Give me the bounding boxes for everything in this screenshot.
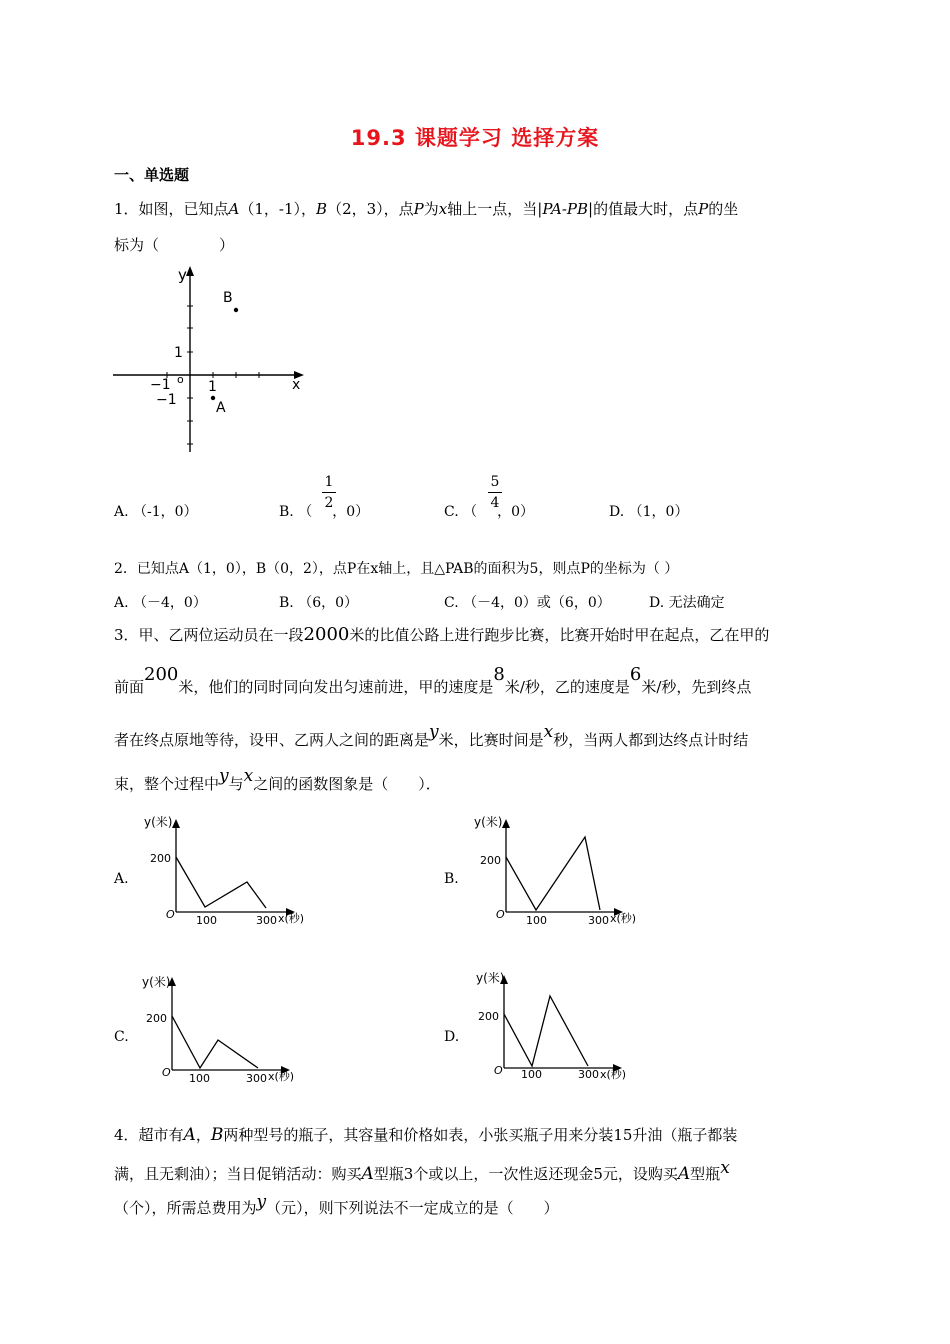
svg-text:200: 200 [150,852,171,865]
q1-line1: 1．如图，已知点A（1，-1），B（2，3），点P为x轴上一点，当|PA-PB|的值最大时，点P的坐 [114,200,739,218]
q1-line2: 标为（ ） [114,236,235,254]
fig-one-x: 1 [208,379,217,395]
q3-graph-a [140,812,320,930]
q3-line3: 者在终点原地等待，设甲、乙两人之间的距离是y米，比赛时间是x秒，当两人都到达终点计时结 [114,722,749,749]
fig-b-label: B [223,290,233,306]
svg-text:x(秒): x(秒) [600,1068,627,1081]
q3-option-a-label[interactable]: A. [114,871,129,887]
svg-text:x(秒): x(秒) [610,912,637,925]
q3-graph-c [140,970,320,1088]
fig-y-label: y [178,266,187,284]
point-a [211,396,215,400]
q1-option-a[interactable]: A. （-1，0） [114,504,198,520]
q2-text: 2．已知点A（1，0），B（0，2），点P在x轴上，且△PAB的面积为5，则点P的坐标为（ ） [114,561,679,577]
q2-option-b[interactable]: B. （6，0） [279,595,359,611]
svg-text:y(米): y(米) [474,815,503,829]
svg-text:300: 300 [578,1068,599,1081]
q3-graph-d [472,968,652,1086]
svg-text:x(秒): x(秒) [278,912,305,925]
q1-option-c[interactable]: C. （ ，0） [444,504,535,520]
svg-text:y(米): y(米) [476,971,505,985]
svg-text:O: O [162,1066,171,1079]
svg-text:300: 300 [588,914,609,927]
svg-text:O: O [496,908,505,921]
fig-neg1-y: −1 [156,392,177,408]
q1-option-c-fraction: 5 4 [488,474,502,511]
q2-option-a[interactable]: A. （－4，0） [114,595,207,611]
section-heading: 一、单选题 [114,166,190,184]
q3-graph-b [470,812,650,930]
svg-text:O: O [494,1064,503,1077]
svg-text:300: 300 [246,1072,267,1085]
q2-option-c[interactable]: C. （－4，0）或（6，0） [444,595,611,611]
svg-text:100: 100 [521,1068,542,1081]
q3-line1: 3．甲、乙两位运动员在一段2000米的比值公路上进行跑步比赛，比赛开始时甲在起点，乙在甲的 [114,624,770,645]
q3-option-d-label[interactable]: D. [444,1029,460,1045]
fig-a-label: A [216,400,226,416]
svg-text:100: 100 [526,914,547,927]
q2-option-d[interactable]: D. 无法确定 [649,595,725,611]
fig-neg1-o: −1 [150,377,171,393]
point-b [234,308,238,312]
fig-origin: o [177,373,184,386]
svg-text:100: 100 [189,1072,210,1085]
q3-line4: 束，整个过程中y与x之间的函数图象是（ ）． [114,766,441,793]
svg-text:x(秒): x(秒) [268,1070,295,1083]
q3-option-c-label[interactable]: C. [114,1029,129,1045]
svg-text:y(米): y(米) [142,975,171,989]
q1-option-d[interactable]: D. （1，0） [609,504,689,520]
svg-text:200: 200 [478,1010,499,1023]
q1-coordinate-figure [108,262,308,457]
fig-x-label: x [292,377,301,393]
svg-text:O: O [166,908,175,921]
q1-option-b[interactable]: B. （ ，0） [279,504,370,520]
fig-one-y: 1 [174,345,183,361]
svg-text:y(米): y(米) [144,815,173,829]
q4-line1: 4．超市有A，B两种型号的瓶子，其容量和价格如表，小张买瓶子用来分装15升油（瓶子都装 [114,1125,738,1145]
svg-text:300: 300 [256,914,277,927]
q4-line2: 满，且无剩油）；当日促销活动：购买A型瓶3个或以上，一次性返还现金5元，设购买A型瓶x [114,1158,730,1184]
svg-text:200: 200 [480,854,501,867]
q4-line3: （个），所需总费用为y（元），则下列说法不一定成立的是（ ） [114,1192,559,1217]
svg-text:100: 100 [196,914,217,927]
q3-line2: 前面200米，他们的同时同向发出匀速前进，甲的速度是8米/秒，乙的速度是6米/秒，先到终点 [114,664,752,696]
q1-option-b-fraction: 1 2 [322,474,336,511]
q3-option-b-label[interactable]: B. [444,871,459,887]
svg-text:200: 200 [146,1012,167,1025]
page-title: 19.3 课题学习 选择方案 [350,126,600,150]
